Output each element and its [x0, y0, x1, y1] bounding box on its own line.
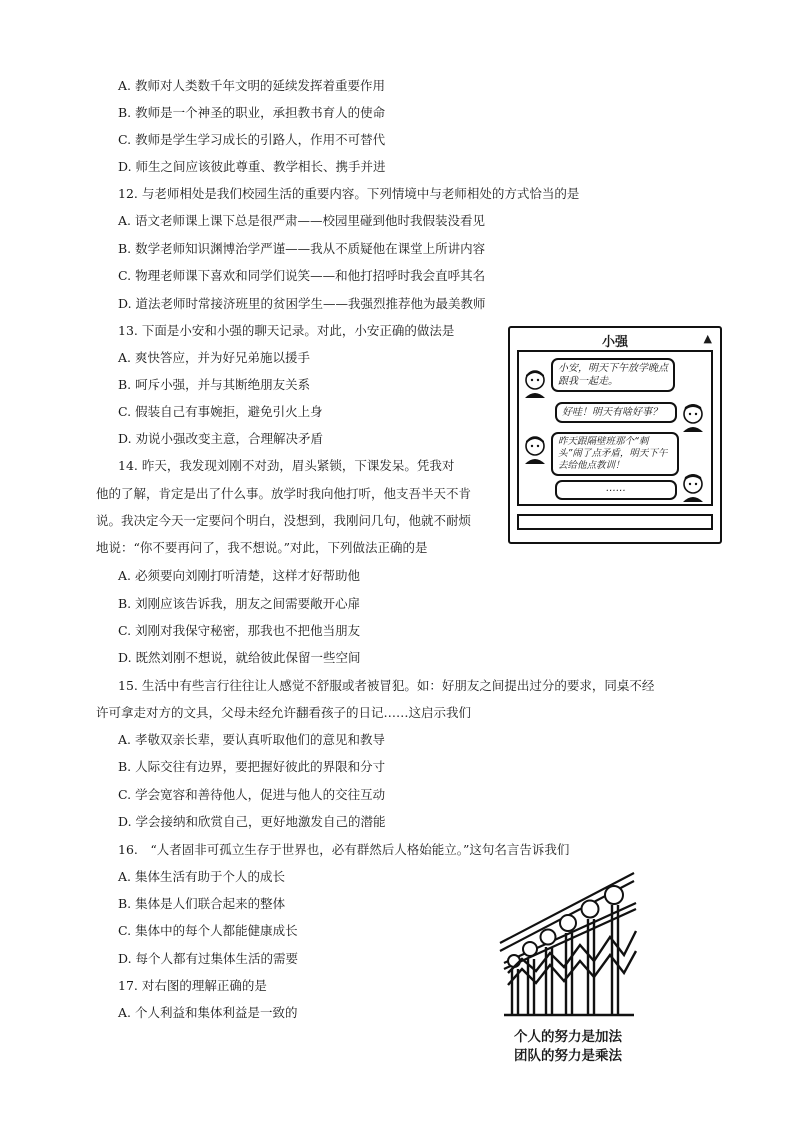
q15-option-c: C. 学会宽容和善待他人，促进与他人的交往互动 — [118, 787, 386, 802]
q12-stem: 12. 与老师相处是我们校园生活的重要内容。下列情境中与老师相处的方式恰当的是 — [118, 186, 580, 201]
q11-option-c: C. 教师是学生学习成长的引路人，作用不可替代 — [118, 132, 386, 147]
q15-line-2: 许可拿走对方的文具，父母未经允许翻看孩子的日记……这启示我们 — [96, 705, 472, 720]
q12-option-b: B. 数学老师知识渊博治学严谨——我从不质疑他在课堂上所讲内容 — [118, 241, 486, 256]
chat-window — [517, 350, 713, 506]
q17-option-a: A. 个人利益和集体利益是一致的 — [118, 1005, 298, 1020]
q16-stem: 16. “人者固非可孤立生存于世界也，必有群然后人格始能立。”这句名言告诉我们 — [118, 842, 570, 857]
q13-option-a: A. 爽快答应，并为好兄弟施以援手 — [118, 350, 310, 365]
team-caption-line-1: 个人的努力是加法 — [514, 1029, 622, 1045]
q15-line-1: 15. 生活中有些言行往往让人感觉不舒服或者被冒犯。如：好朋友之间提出过分的要求，同桌不经 — [118, 678, 655, 693]
q13-stem: 13. 下面是小安和小强的聊天记录。对此，小安正确的做法是 — [118, 323, 455, 338]
q12-option-d: D. 道法老师时常接济班里的贫困学生——我强烈推荐他为最美教师 — [118, 296, 486, 311]
q14-line-1: 14. 昨天，我发现刘刚不对劲，眉头紧锁，下课发呆。凭我对 — [118, 458, 455, 473]
q12-option-a: A. 语文老师课上课下总是很严肃——校园里碰到他时我假装没看见 — [118, 213, 485, 228]
q13-option-b: B. 呵斥小强，并与其断绝朋友关系 — [118, 377, 311, 392]
q15-option-b: B. 人际交往有边界，要把握好彼此的界限和分寸 — [118, 759, 386, 774]
avatar-xiaoqiang-icon-2 — [521, 434, 549, 464]
teamwork-illustration — [494, 865, 642, 1025]
q15-option-d: D. 学会接纳和欣赏自己，更好地激发自己的潜能 — [118, 814, 386, 829]
q14-option-a: A. 必须要向刘刚打听清楚，这样才好帮助他 — [118, 568, 360, 583]
q13-option-d: D. 劝说小强改变主意，合理解决矛盾 — [118, 431, 324, 446]
q14-line-2: 他的了解，肯定是出了什么事。放学时我向他打听，他支吾半天不肯 — [96, 486, 472, 501]
q16-option-d: D. 每个人都有过集体生活的需要 — [118, 951, 299, 966]
q13-option-c: C. 假装自己有事婉拒，避免引火上身 — [118, 404, 323, 419]
q15-option-a: A. 孝敬双亲长辈，要认真听取他们的意见和教导 — [118, 732, 385, 747]
q14-option-b: B. 刘刚应该告诉我，朋友之间需要敞开心扉 — [118, 596, 361, 611]
q17-stem: 17. 对右图的理解正确的是 — [118, 978, 267, 993]
q14-option-c: C. 刘刚对我保守秘密，那我也不把他当朋友 — [118, 623, 361, 638]
q11-option-a: A. 教师对人类数千年文明的延续发挥着重要作用 — [118, 78, 385, 93]
q16-option-a: A. 集体生活有助于个人的成长 — [118, 869, 285, 884]
q11-option-b: B. 教师是一个神圣的职业，承担教书育人的使命 — [118, 105, 386, 120]
q14-line-4: 地说：“你不要再问了，我不想说。”对此，下列做法正确的是 — [96, 540, 428, 555]
q14-option-d: D. 既然刘刚不想说，就给彼此保留一些空间 — [118, 650, 361, 665]
chat-message-4: …… — [555, 480, 677, 500]
phone-icon: ▲ — [703, 332, 712, 345]
team-caption-line-2: 团队的努力是乘法 — [514, 1048, 622, 1064]
chat-message-1: 小安，明天下午放学晚点跟我一起走。 — [551, 358, 675, 392]
chat-figure — [508, 326, 722, 544]
q12-option-c: C. 物理老师课下喜欢和同学们说笑——和他打招呼时我会直呼其名 — [118, 268, 486, 283]
avatar-xiaoqiang-icon — [521, 368, 549, 398]
chat-message-2: 好哇！明天有啥好事？ — [555, 402, 677, 423]
avatar-xiaoan-icon — [679, 402, 707, 432]
chat-title: 小强 — [601, 335, 628, 350]
teamwork-figure — [494, 865, 642, 1067]
chat-message-3: 昨天跟隔壁班那个“刺头”闹了点矛盾，明天下午去给他点教训！ — [551, 432, 679, 476]
avatar-xiaoan-icon-2 — [679, 472, 707, 502]
q16-option-c: C. 集体中的每个人都能健康成长 — [118, 923, 298, 938]
q16-option-b: B. 集体是人们联合起来的整体 — [118, 896, 286, 911]
chat-input-bar — [517, 514, 713, 530]
q14-line-3: 说。我决定今天一定要问个明白，没想到，我刚问几句，他就不耐烦 — [96, 513, 472, 528]
q11-option-d: D. 师生之间应该彼此尊重、教学相长、携手并进 — [118, 159, 386, 174]
